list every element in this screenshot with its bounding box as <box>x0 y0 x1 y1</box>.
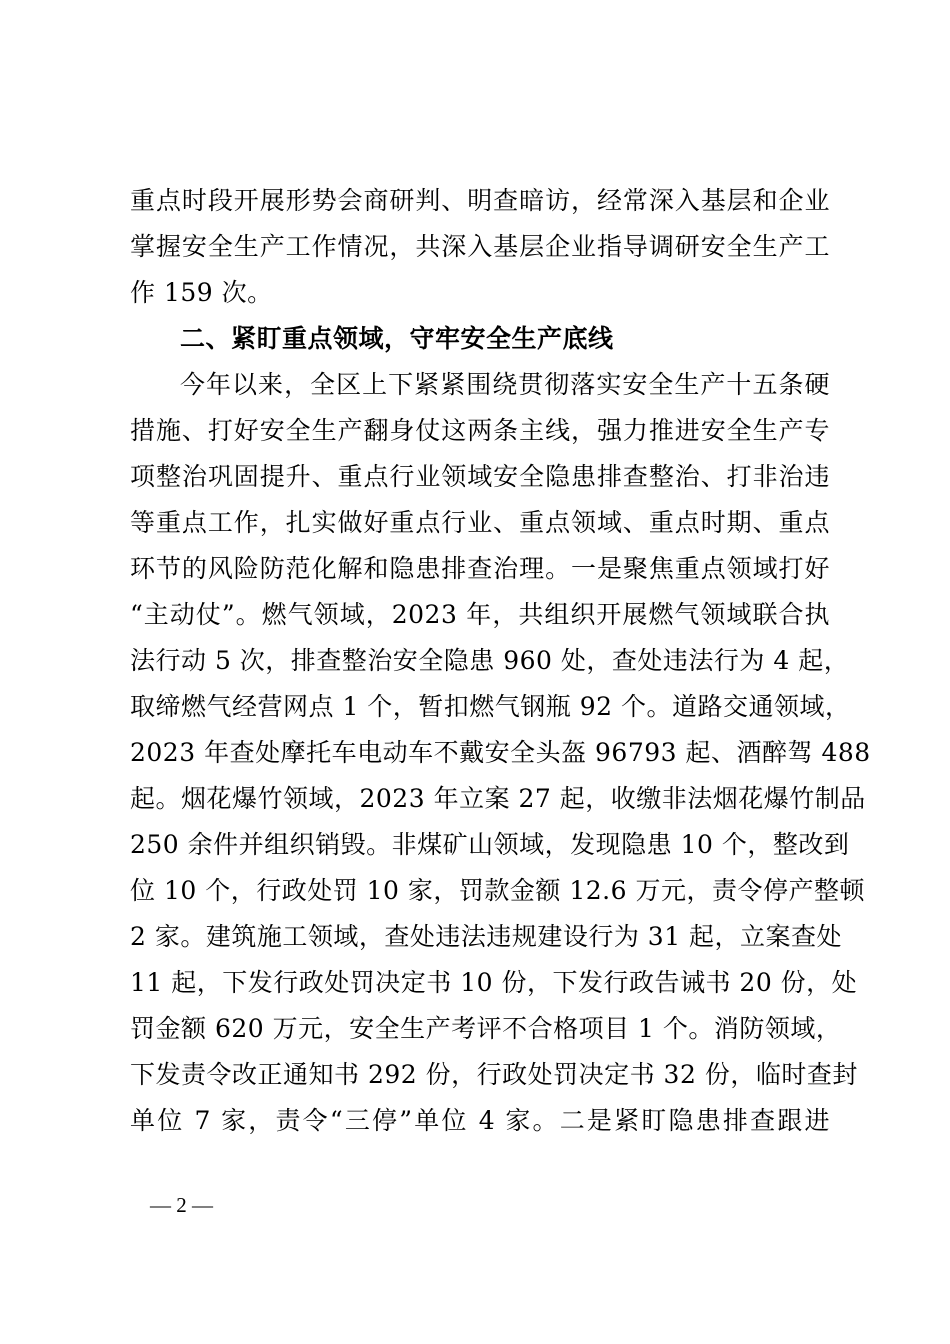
body-text-line: 措施、打好安全生产翻身仗这两条主线，强力推进安全生产专 <box>130 416 830 445</box>
body-text-line: 2023 年查处摩托车电动车不戴安全头盔 96793 起、酒醉驾 488 <box>130 738 871 767</box>
body-text-line: 取缔燃气经营网点 1 个，暂扣燃气钢瓶 92 个。道路交通领域， <box>130 692 851 721</box>
body-text-line: 项整治巩固提升、重点行业领域安全隐患排查整治、打非治违 <box>130 462 830 491</box>
body-text-line: 罚金额 620 万元，安全生产考评不合格项目 1 个。消防领域， <box>130 1014 842 1043</box>
body-text-line: 2 家。建筑施工领域，查处违法违规建设行为 31 起，立案查处 <box>130 922 843 951</box>
body-text-line: 单位 7 家，责令“三停”单位 4 家。二是紧盯隐患排查跟进 <box>130 1106 830 1135</box>
body-text-line: 11 起，下发行政处罚决定书 10 份，下发行政告诫书 20 份，处 <box>130 968 858 997</box>
body-text-line: 等重点工作，扎实做好重点行业、重点领域、重点时期、重点 <box>130 508 830 537</box>
body-text-line: 起。烟花爆竹领域，2023 年立案 27 起，收缴非法烟花爆竹制品 <box>130 784 866 813</box>
body-text-line: 位 10 个，行政处罚 10 家，罚款金额 12.6 万元，责令停产整顿 <box>130 876 865 905</box>
body-text-line: 今年以来，全区上下紧紧围绕贯彻落实安全生产十五条硬 <box>180 370 830 399</box>
body-text-line: 环节的风险防范化解和隐患排查治理。一是聚焦重点领域打好 <box>130 554 830 583</box>
body-text-line: 重点时段开展形势会商研判、明查暗访，经常深入基层和企业 <box>130 186 830 215</box>
body-text-line: 法行动 5 次，排查整治安全隐患 960 处，查处违法行为 4 起， <box>130 646 850 675</box>
body-text-line: 下发责令改正通知书 292 份，行政处罚决定书 32 份，临时查封 <box>130 1060 858 1089</box>
body-text-line: 掌握安全生产工作情况，共深入基层企业指导调研安全生产工 <box>130 232 830 261</box>
body-text-line: 250 余件并组织销毁。非煤矿山领域，发现隐患 10 个，整改到 <box>130 830 850 859</box>
page-number: — 2 — <box>150 1193 213 1217</box>
body-text-line: 作 159 次。 <box>130 278 273 307</box>
body-text-line: “主动仗”。燃气领域，2023 年，共组织开展燃气领域联合执 <box>130 600 830 629</box>
section-heading: 二、紧盯重点领域，守牢安全生产底线 <box>180 324 614 353</box>
